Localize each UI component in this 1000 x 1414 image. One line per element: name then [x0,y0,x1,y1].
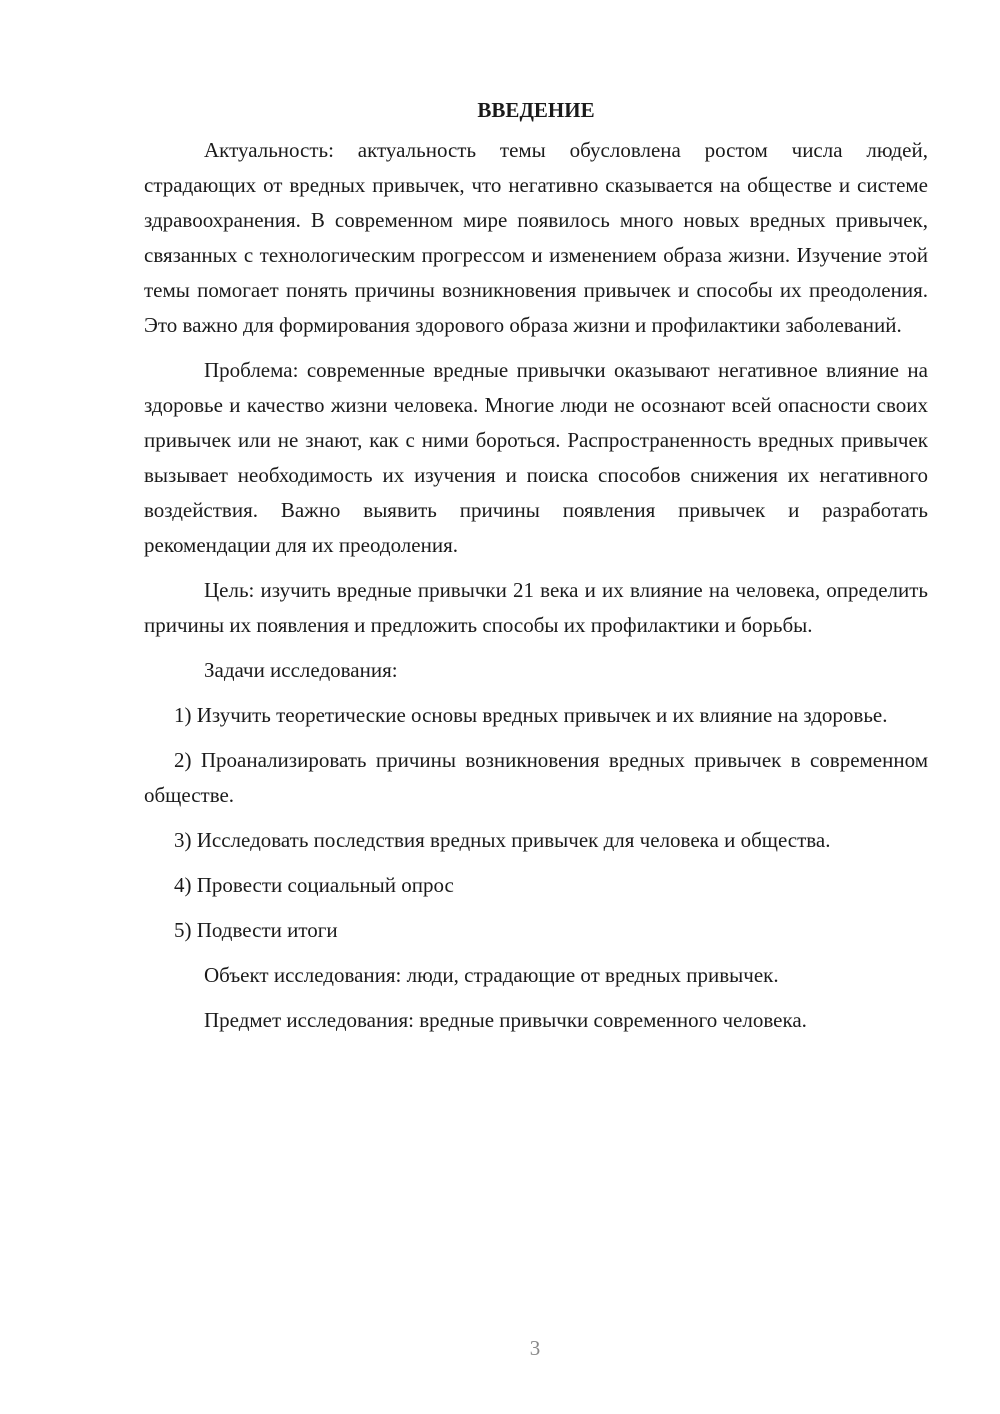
page-number: 3 [529,1336,541,1360]
subject-paragraph: Предмет исследования: вредные привычки современного человека. [204,1008,807,1032]
page-title: ВВЕДЕНИЕ [477,98,595,122]
task-item: 4) Провести социальный опрос [174,873,454,897]
problem-paragraph: Проблема: современные вредные привычки оказывают негативное влияние на здоровье и качество жизни человека. Многие люди не осознают всей опасности своих привычек или не знают, как с ними бороться. Распространенность вредных привычек вызывает необходимость их изучения и поиска способов снижения их негативного воздействия. Важно выявить причины появления привычек и разработать рекомендации для их преодоления. [144,358,928,557]
tasks-title: Задачи исследования: [204,658,398,682]
task-item: 2) Проанализировать причины возникновения вредных привычек в современном обществе. [144,748,928,807]
page-content [144,96,928,1038]
goal-paragraph: Цель: изучить вредные привычки 21 века и их влияние на человека, определить причины их появления и предложить способы их профилактики и борьбы. [144,578,928,637]
task-item: 1) Изучить теоретические основы вредных привычек и их влияние на здоровье. [174,703,888,727]
task-item: 5) Подвести итоги [174,918,338,942]
task-item: 3) Исследовать последствия вредных привычек для человека и общества. [174,828,831,852]
object-paragraph: Объект исследования: люди, страдающие от вредных привычек. [204,963,779,987]
relevance-paragraph: Актуальность: актуальность темы обусловлена ростом числа людей, страдающих от вредных привычек, что негативно сказывается на обществе и системе здравоохранения. В современном мире появилось много новых вредных привычек, связанных с технологическим прогрессом и изменением образа жизни. Изучение этой темы помогает понять причины возникновения привычек и способы их преодоления. Это важно для формирования здорового образа жизни и профилактики заболеваний. [144,138,928,337]
